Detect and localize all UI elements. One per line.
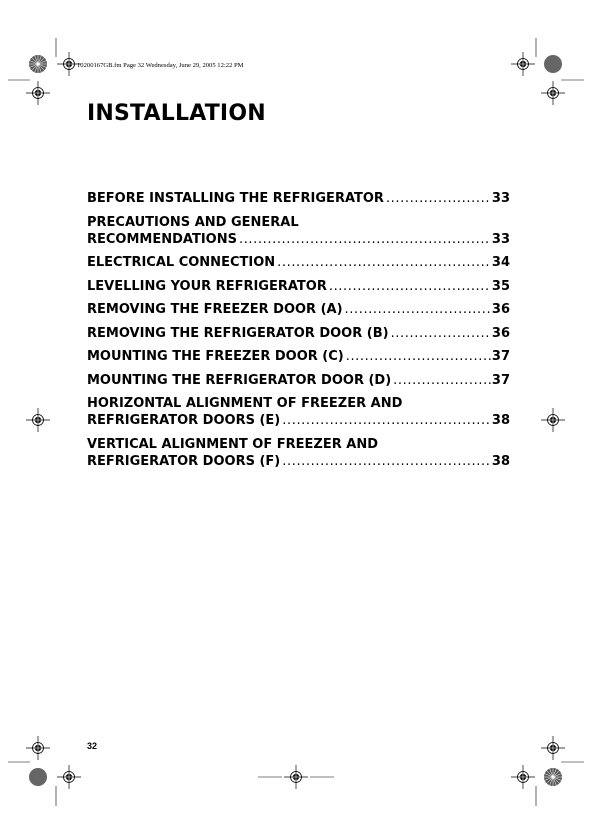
toc-leader-dots: [239, 231, 491, 248]
toc-entry-line: [87, 278, 510, 295]
toc-page-number: 33: [491, 231, 510, 247]
registration-mark-bottom-left: [26, 736, 50, 760]
toc-page-number: 38: [491, 453, 510, 469]
toc-entry-title: MOUNTING THE FREEZER DOOR (C): [87, 349, 344, 364]
star-target-bottom-right: [544, 768, 562, 786]
toc-page-number: 37: [491, 349, 510, 364]
registration-mark-bottom-left-inner: [57, 765, 81, 789]
toc-entry-title: REFRIGERATOR DOORS (E): [87, 413, 281, 428]
star-target-top-left: [29, 55, 47, 73]
toc-entry[interactable]: [87, 214, 510, 248]
gray-dot-top-right: [544, 55, 562, 73]
toc-page-number: 36: [491, 302, 510, 317]
gray-dot-bottom-left: [29, 768, 47, 786]
toc-entry[interactable]: [87, 325, 510, 342]
registration-mark-bottom-right: [541, 736, 565, 760]
toc-leader-dots: [282, 453, 491, 470]
toc-page-number: 34: [491, 255, 510, 270]
toc-entry-line: [87, 325, 510, 342]
toc-entry-line: [87, 254, 510, 271]
toc-entry-line: [87, 231, 510, 248]
toc-entry[interactable]: [87, 395, 510, 429]
toc-entry[interactable]: [87, 190, 510, 207]
toc-leader-dots: [282, 412, 491, 429]
toc-entry-title: PRECAUTIONS AND GENERAL: [87, 214, 299, 230]
toc-page-number: 38: [491, 413, 510, 428]
toc-leader-dots: [386, 190, 491, 207]
toc-entry-title: REMOVING THE FREEZER DOOR (A): [87, 302, 343, 317]
registration-mark-top-right: [511, 52, 535, 76]
toc-leader-dots: [346, 348, 491, 365]
toc-leader-dots: [277, 254, 491, 271]
registration-mark-middle-left: [26, 408, 50, 432]
toc-entry-line: [87, 214, 510, 231]
toc-page-number: 37: [491, 372, 510, 388]
toc-leader-dots: [393, 372, 491, 389]
toc-entry[interactable]: [87, 254, 510, 271]
toc-entry[interactable]: [87, 372, 510, 389]
toc-entry-line: [87, 190, 510, 207]
toc-entry-line: [87, 348, 510, 365]
registration-mark-top-right-lower: [541, 81, 565, 105]
toc-leader-dots: [345, 301, 491, 318]
table-of-contents: [87, 190, 510, 476]
toc-entry-title: REFRIGERATOR DOORS (F): [87, 453, 281, 469]
toc-entry-title: RECOMMENDATIONS: [87, 231, 237, 247]
toc-leader-dots: [329, 278, 491, 295]
toc-entry-title: BEFORE INSTALLING THE REFRIGERATOR: [87, 191, 384, 206]
toc-leader-dots: [391, 325, 491, 342]
toc-entry-line: [87, 436, 510, 453]
toc-entry-title: MOUNTING THE REFRIGERATOR DOOR (D): [87, 372, 392, 388]
toc-entry-line: [87, 412, 510, 429]
registration-mark-bottom-right-inner: [511, 765, 535, 789]
toc-entry-line: [87, 395, 510, 412]
toc-entry-line: [87, 301, 510, 318]
toc-entry-title: LEVELLING YOUR REFRIGERATOR: [87, 278, 327, 294]
page-number: 32: [87, 741, 98, 751]
toc-entry[interactable]: [87, 301, 510, 318]
page-title: INSTALLATION: [87, 101, 266, 126]
registration-mark-top-left-lower: [26, 81, 50, 105]
file-slug-header: 10200167GB.fm Page 32 Wednesday, June 29, 2005 12:22 PM: [77, 62, 244, 69]
registration-mark-middle-right: [541, 408, 565, 432]
toc-entry-title: ELECTRICAL CONNECTION: [87, 255, 276, 270]
registration-mark-bottom-center: [284, 765, 308, 789]
toc-entry-title: REMOVING THE REFRIGERATOR DOOR (B): [87, 325, 389, 341]
toc-page-number: 36: [491, 325, 510, 341]
toc-page-number: 33: [491, 191, 510, 206]
toc-entry-title: VERTICAL ALIGNMENT OF FREEZER AND: [87, 436, 378, 452]
toc-entry[interactable]: [87, 436, 510, 470]
toc-entry-line: [87, 372, 510, 389]
toc-entry-title: HORIZONTAL ALIGNMENT OF FREEZER AND: [87, 396, 403, 411]
toc-entry[interactable]: [87, 348, 510, 365]
toc-page-number: 35: [491, 278, 510, 294]
toc-entry-line: [87, 453, 510, 470]
toc-entry[interactable]: [87, 278, 510, 295]
